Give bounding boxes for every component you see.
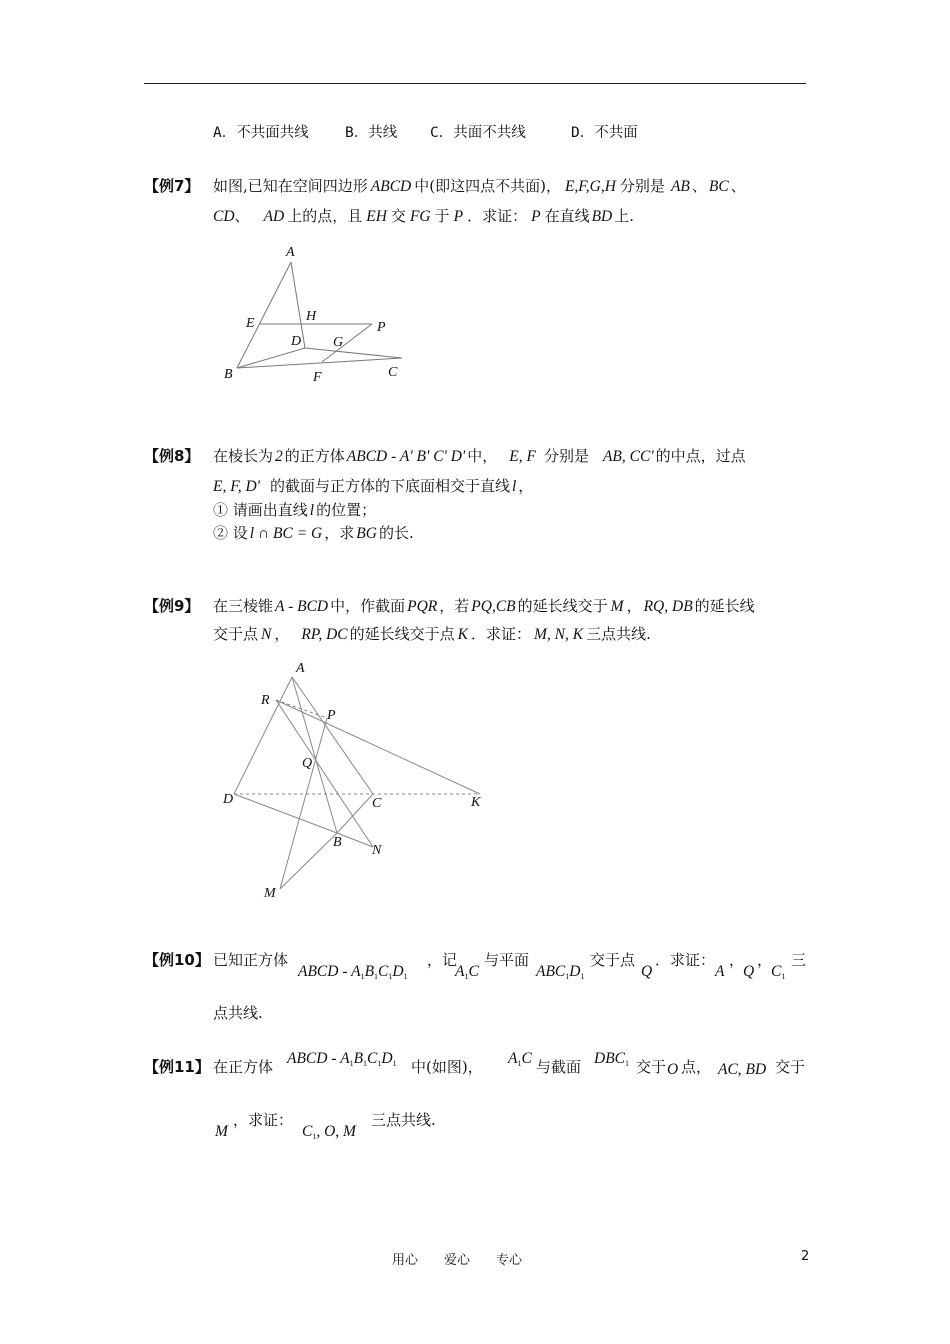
example-11-text-6: 交于: [775, 1058, 806, 1076]
example-10-A: A: [715, 963, 725, 980]
example-10-comma-2: ，: [757, 951, 773, 969]
example-11-diag: $A_1C$: [508, 1050, 532, 1068]
ext-BN: [337, 833, 373, 847]
example-8-label: 【例8】: [144, 447, 200, 465]
example-7-label: 【例7】: [144, 177, 200, 195]
edge-AB: [292, 677, 337, 833]
example-11-text-5: 点，: [681, 1058, 712, 1076]
footer-slogan: 用心 爱心 专心: [392, 1253, 523, 1268]
label-A: A: [296, 661, 305, 676]
label-D: D: [223, 792, 234, 807]
label-B: B: [333, 835, 342, 850]
example-10-text-7: 点共线.: [213, 1004, 263, 1022]
example-11-text-7: ，求证：: [233, 1111, 294, 1129]
option-c: C．共面不共线: [430, 125, 526, 141]
example-9-line-2: 交于点 N ， RP, DC 的延长线交于点 K ．求证： M, N, K 三点共线.: [213, 625, 651, 643]
example-10-text-1: 已知正方体: [213, 951, 289, 969]
example-8-line-4: ② 设 l ∩ BC = G ，求 BG 的长.: [213, 524, 414, 542]
label-F: F: [313, 370, 322, 385]
label-P: P: [377, 320, 386, 335]
example-7-line-1: 如图,已知在空间四边形 ABCD 中(即这四点不共面)， E,F,G,H 分别是 AB 、 BC 、: [213, 177, 746, 195]
example-11-section: $DBC_1$: [594, 1050, 629, 1068]
example-11-text-3: 与截面: [536, 1058, 582, 1076]
example-10-C1: $C_1$: [771, 963, 786, 981]
example-11-text-4: 交于: [636, 1058, 667, 1076]
label-P: P: [327, 708, 336, 723]
label-B: B: [224, 367, 233, 382]
example-9-label: 【例9】: [144, 597, 200, 615]
example-11-text-8: 三点共线.: [371, 1111, 436, 1129]
edge-DB: [234, 794, 337, 833]
example-11-O: O: [667, 1061, 679, 1078]
example-7-line-2: CD、 AD 上的点，且 EH 交 FG 于 P ．求证： P 在直线 BD 上.: [213, 207, 635, 225]
example-8-line-3: ① 请画出直线 l 的位置；: [213, 501, 377, 519]
example-11-ACBD: AC, BD: [718, 1061, 767, 1078]
option-b: B．共线: [345, 125, 398, 141]
example-10-plane: $ABC_1D_1$: [536, 963, 585, 981]
label-M: M: [264, 886, 276, 901]
example-10-diag: $A_1C$: [455, 963, 479, 981]
example-8-line-1: 在棱长为 2 的正方体 ABCD - A' B' C' D' 中， E, F 分别是 AB, CC' 的中点，过点: [213, 447, 746, 465]
label-Q: Q: [302, 756, 313, 771]
example-10-Q: Q: [641, 963, 653, 980]
label-A: A: [286, 245, 295, 260]
ext-BM: [280, 833, 337, 889]
example-10-text-4: 交于点: [590, 951, 636, 969]
example-11-points: $C_1$, O, M: [302, 1123, 356, 1141]
example-11-text-1: 在正方体: [213, 1058, 274, 1076]
label-H: H: [306, 309, 317, 324]
label-D: D: [291, 334, 302, 349]
example-10-text-2: ，记: [427, 951, 458, 969]
example-11-cube: ABCD - $A_1B_1C_1D_1$: [287, 1050, 397, 1068]
example-10-cube: ABCD - $A_1B_1C_1D_1$: [298, 963, 408, 981]
example-11-label: 【例11】: [144, 1058, 210, 1076]
example-9-line-1: 在三棱锥 A - BCD 中，作截面 PQR ，若 PQ,CB 的延长线交于 M ， RQ, DB 的延长线: [213, 597, 755, 615]
edge-AC: [292, 677, 373, 794]
example-10-comma-1: ，: [729, 951, 745, 969]
option-d: D．不共面: [571, 125, 638, 141]
page-number: 2: [801, 1249, 810, 1264]
label-E: E: [246, 316, 255, 331]
label-K: K: [471, 795, 481, 810]
label-N: N: [372, 843, 382, 858]
line-PM: [280, 718, 327, 889]
label-C: C: [372, 796, 382, 811]
example-11-text-2: 中(如图)，: [411, 1058, 483, 1076]
label-R: R: [261, 693, 270, 708]
label-G: G: [333, 335, 344, 350]
example-10-text-3: 与平面: [484, 951, 530, 969]
example-8-line-2: E, F, D' 的截面与正方体的下底面相交于直线 l ，: [213, 477, 534, 495]
example-11-M: M: [215, 1123, 228, 1140]
label-C: C: [388, 365, 398, 380]
option-a: A．不共面共线: [213, 125, 309, 141]
example-10-text-6: 三: [791, 951, 807, 969]
example-10-label: 【例10】: [144, 951, 210, 969]
example-10-Q2: Q: [743, 963, 755, 980]
example-10-text-5: ．求证：: [655, 951, 716, 969]
